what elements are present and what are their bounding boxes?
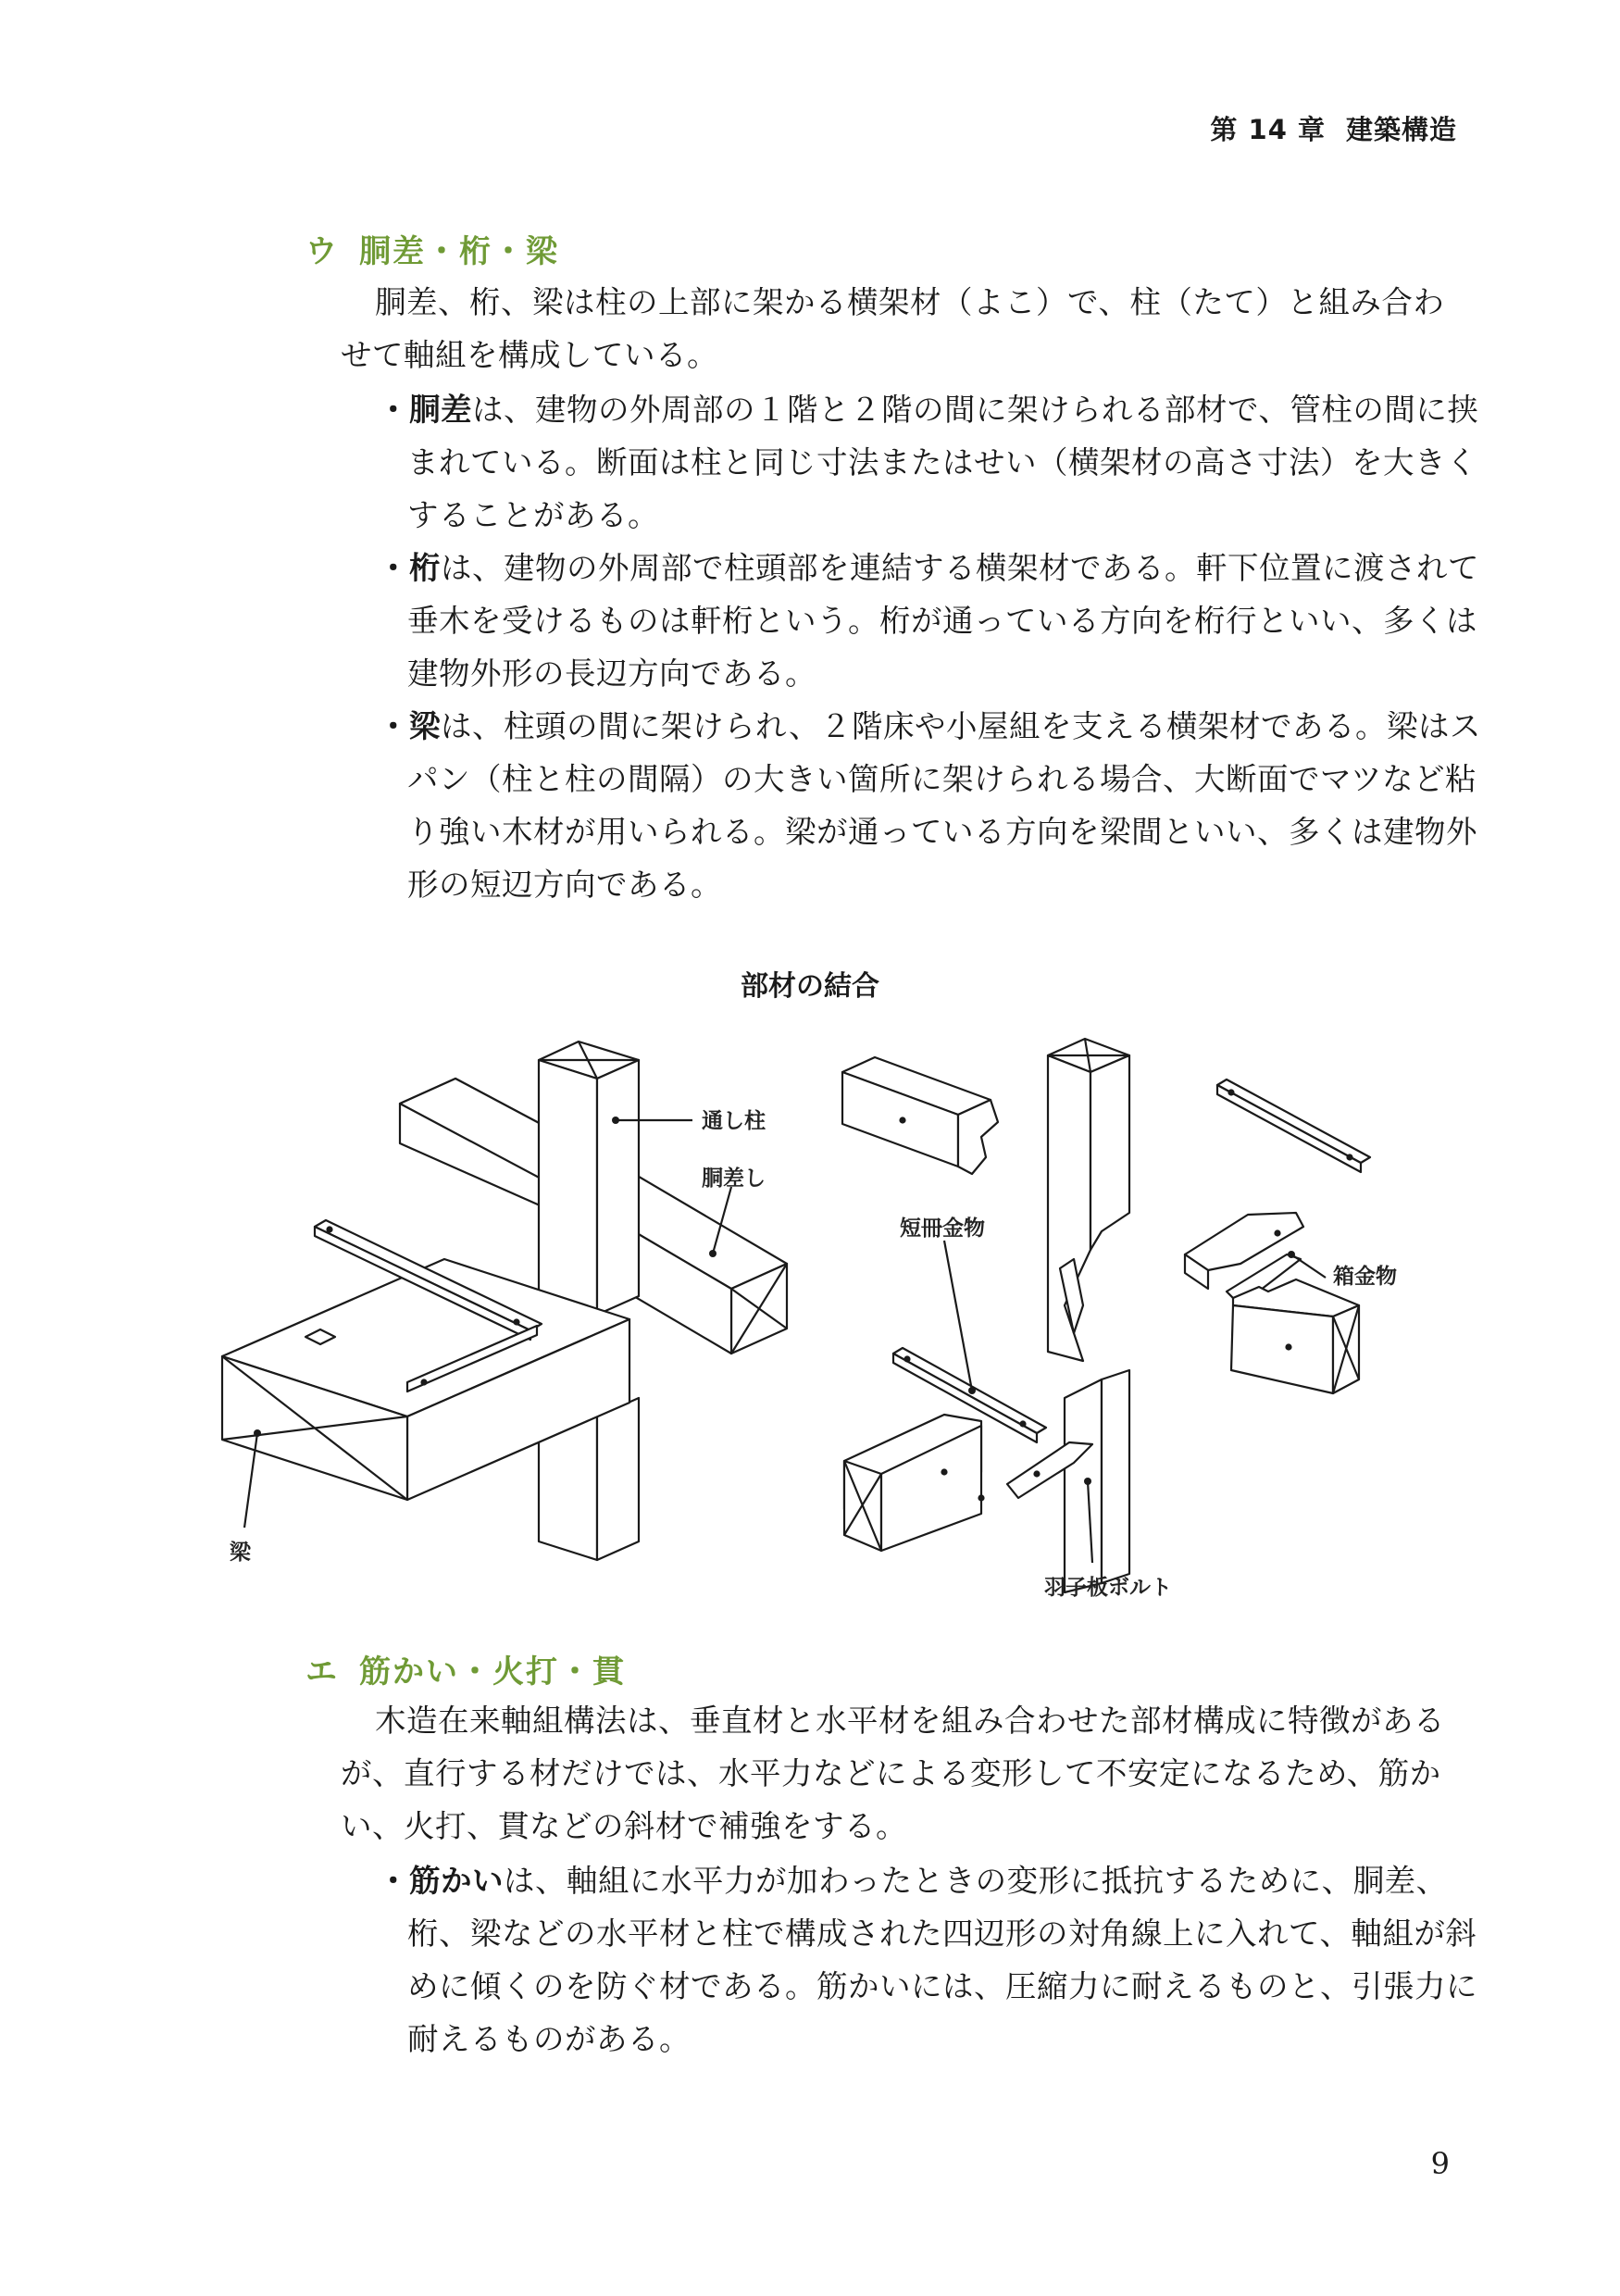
section-u-intro: 胴差、桁、梁は柱の上部に架かる横架材（よこ）で、柱（たて）と組み合わせて軸組を構成している。 xyxy=(341,284,1445,373)
right-beam-block xyxy=(1231,1279,1359,1393)
bullet-term: ・梁 xyxy=(378,708,441,744)
label-hako: 箱金物 xyxy=(1333,1265,1397,1289)
bullet-term: ・桁 xyxy=(378,550,441,586)
chapter-title: 建築構造 xyxy=(1345,114,1457,145)
section-e-intro: 木造在来軸組構法は、垂直材と水平材を組み合わせた部材構成に特徴があるが、直行する材だけでは、水平力などによる変形して不安定になるため、筋かい、火打、貫などの斜材で補強をする。 xyxy=(341,1703,1445,1844)
bullet-text: は、柱頭の間に架けられ、２階床や小屋組を支える横架材である。梁はスパン（柱と柱の間隔）の大きい箇所に架けられる場合、大断面でマツなど粘り強い木材が用いられる。梁が通っている方向を梁間といい、多くは建物外形の短辺方向である。 xyxy=(407,708,1482,903)
joint-illustration xyxy=(230,1028,1397,1602)
label-hari: 梁 xyxy=(230,1541,251,1565)
upper-beam-block xyxy=(842,1057,998,1174)
label-toshi-bashira: 通し柱 xyxy=(702,1109,766,1133)
bullet-text: は、軸組に水平力が加わったときの変形に抵抗するために、胴差、桁、梁などの水平材と柱で構成された四辺形の対角線上に入れて、軸組が斜めに傾くのを防ぐ材である。筋かいには、圧縮力に耐えるものと、引張力に耐えるものがある。 xyxy=(407,1863,1477,2057)
page-number: 9 xyxy=(1430,2146,1450,2181)
bullet-sujikai xyxy=(378,1854,1495,2065)
chapter-header xyxy=(1210,109,1457,147)
joint-figure xyxy=(230,1028,1397,1605)
section-title: 筋かい・火打・貫 xyxy=(359,1653,626,1691)
bullet-dosa xyxy=(378,383,1495,542)
bullet-text: は、建物の外周部で柱頭部を連結する横架材である。軒下位置に渡されて垂木を受けるものは軒桁という。桁が通っている方向を桁行といい、多くは建物外形の長辺方向である。 xyxy=(407,550,1479,692)
bullet-keta xyxy=(378,542,1495,700)
figure-title: 部材の結合 xyxy=(741,970,879,1003)
label-dosashi: 胴差し xyxy=(702,1167,766,1191)
section-heading-u xyxy=(305,226,559,271)
label-tanzaku: 短冊金物 xyxy=(900,1217,985,1241)
bullet-text: は、建物の外周部の１階と２階の間に架けられる部材で、管柱の間に挟まれている。断面は柱と同じ寸法またはせい（横架材の高さ寸法）を大きくすることがある。 xyxy=(407,392,1479,533)
section-title: 胴差・桁・梁 xyxy=(359,233,559,270)
lower-beam-block xyxy=(844,1415,984,1551)
bullet-term: ・胴差 xyxy=(378,392,472,428)
section-mark: エ xyxy=(305,1653,339,1691)
section-heading-e xyxy=(305,1646,626,1691)
label-hagoita: 羽子板ボルト xyxy=(1044,1576,1172,1600)
section-mark: ウ xyxy=(305,233,339,270)
bullet-term: ・筋かい xyxy=(378,1863,504,1899)
upper-strap xyxy=(1217,1079,1370,1172)
bullet-hari xyxy=(378,700,1495,911)
chapter-number: 第 14 章 xyxy=(1210,114,1326,145)
